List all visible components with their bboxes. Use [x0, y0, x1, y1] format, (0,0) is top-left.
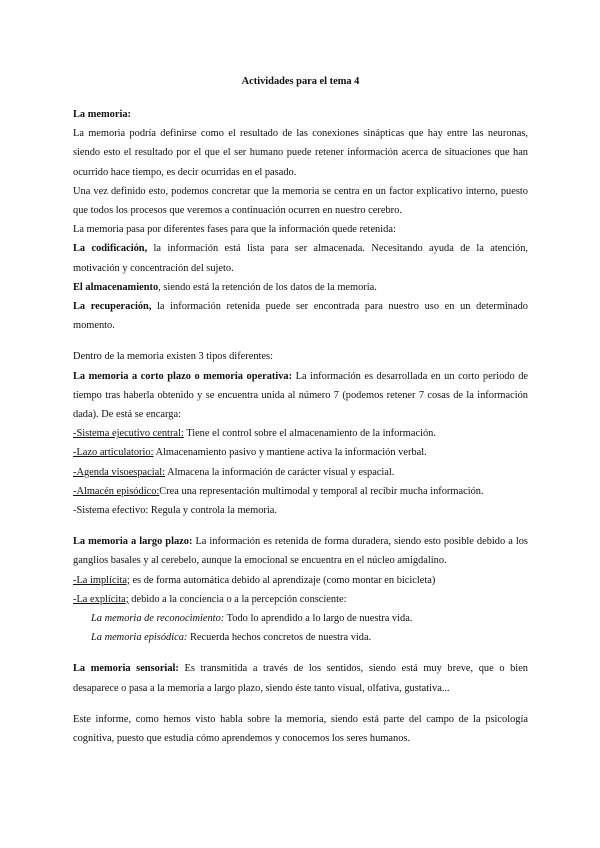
- fase-recuperacion: La recuperación, la información retenida puede ser encontrada para nuestro uso en un determinado momento.: [73, 301, 528, 332]
- conclusion-paragraph: Este informe, como hemos visto habla sobre la memoria, siendo está parte del campo de la psicología cognitiva, puesto que estudia cómo aprendemos y conocemos los seres humanos.: [73, 713, 528, 745]
- corto-item-agenda-visoespacial: -Agenda visoespacial: Almacena la información de carácter visual y espacial.: [73, 466, 395, 478]
- memoria-paragraph-3: La memoria pasa por diferentes fases para que la información quede retenida:: [73, 224, 396, 236]
- memoria-largo-plazo: La memoria a largo plazo: La información es retenida de forma duradera, siendo esto posible debido a los ganglios basales y al cerebelo, aunque la emocional se encuentra en el núcleo amigdalino.: [73, 536, 528, 567]
- memoria-heading: La memoria:: [73, 109, 131, 120]
- memoria-corto-plazo: La memoria a corto plazo o memoria operativa: La información es desarrollada en un corto periodo de tiempo tras haberla obtenido y se encuentra unida al número 7 (podemos retener 7 cosas de la información dada). De está se encarga:: [73, 370, 528, 421]
- memoria-sensorial: La memoria sensorial: Es transmitida a través de los sentidos, siendo está muy breve, que o bien desaparece o pasa a la memoria a largo plazo, siendo éste tanto visual, olfativa, gustativa...: [73, 663, 529, 694]
- largo-sub-episodica: La memoria episódica: Recuerda hechos concretos de nuestra vida.: [91, 632, 372, 644]
- memoria-paragraph-1: La memoria podría definirse como el resultado de las conexiones sinápticas que hay entre las neuronas, siendo esto el resultado por el que el ser humano puede retener información acerca de situaciones que han ocurrido hace tiempo, es decir ocurridas en el pasado.: [73, 128, 528, 178]
- tipos-intro: Dentro de la memoria existen 3 tipos diferentes:: [73, 351, 273, 363]
- corto-item-sistema-ejecutivo: -Sistema ejecutivo central: Tiene el control sobre el almacenamiento de la información.: [73, 428, 436, 440]
- largo-explicita: -La explícita; debido a la conciencia o a la percepción consciente:: [73, 593, 347, 605]
- memoria-paragraph-2: Una vez definido esto, podemos concretar que la memoria se centra en un factor explicativo interno, puesto que todos los procesos que veremos a continuación ocurren en nuestro cerebro.: [73, 185, 528, 217]
- largo-sub-reconocimiento: La memoria de reconocimiento: Todo lo aprendido a lo largo de nuestra vida.: [91, 613, 413, 625]
- largo-implicita: -La implícita; es de forma automática debido al aprendizaje (como montar en bicicleta): [73, 574, 436, 586]
- page-title: Actividades para el tema 4: [241, 76, 360, 87]
- document-page: [73, 72, 528, 748]
- corto-item-lazo-articulatorio: -Lazo articulatorio: Almacenamiento pasivo y mantiene activa la información verbal.: [73, 447, 427, 459]
- fase-codificacion: La codificación, la información está lista para ser almacenada. Necesitando ayuda de la atención, motivación y concentración del sujeto.: [73, 243, 529, 274]
- fase-almacenamiento: El almacenamiento, siendo está la retención de los datos de la memoria.: [73, 281, 377, 293]
- corto-item-almacen-episodico: -Almacén episódico:Crea una representación multimodal y temporal al recibir mucha información.: [73, 485, 484, 497]
- corto-item-sistema-efectivo: -Sistema efectivo: Regula y controla la memoria.: [73, 505, 277, 517]
